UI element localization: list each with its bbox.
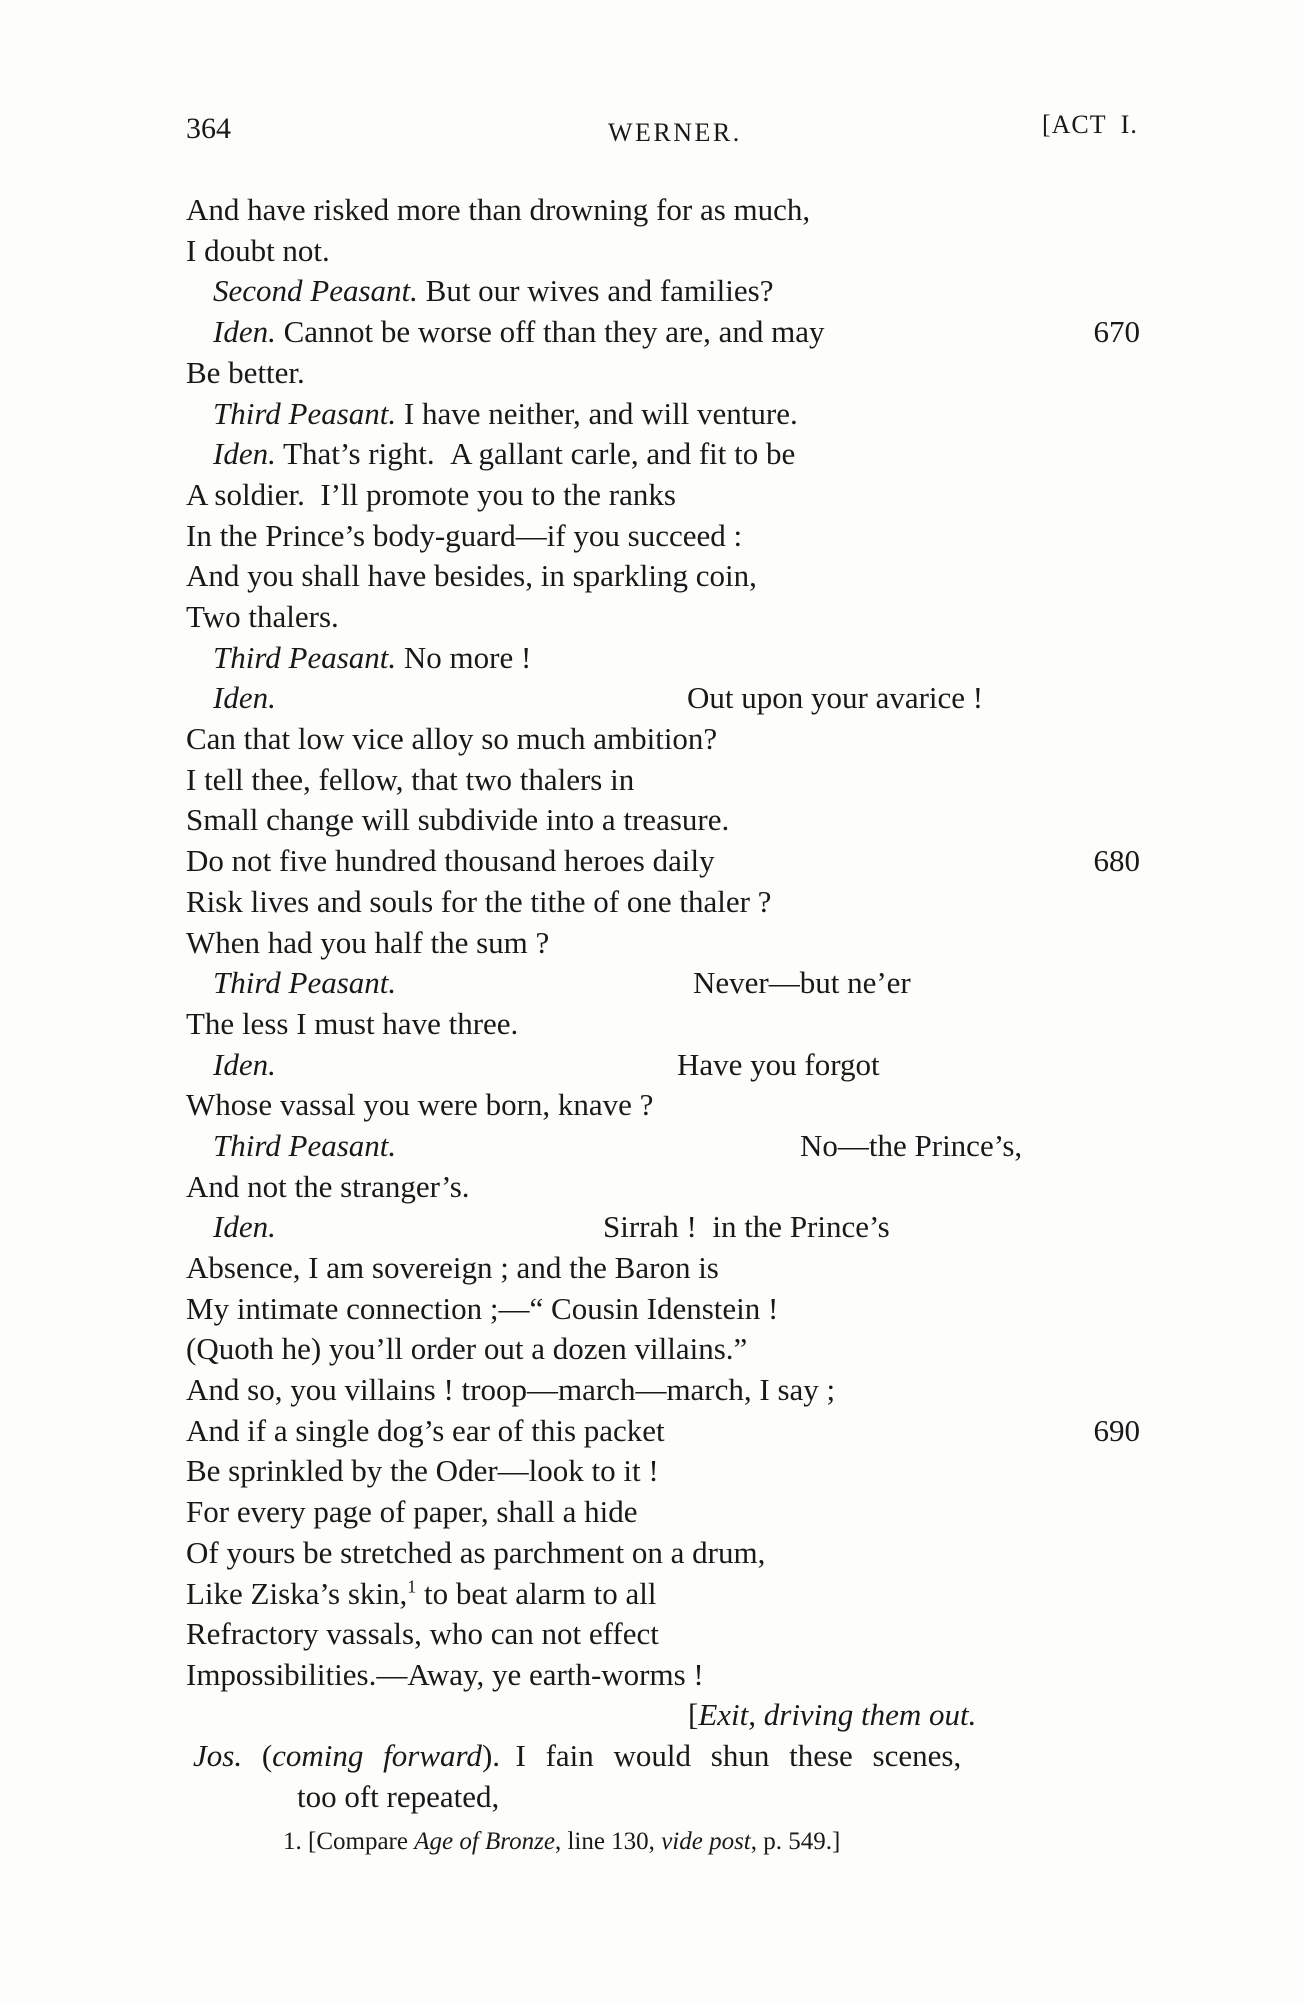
verse-line [186, 761, 1140, 800]
text-run: My intimate connection ;—“ Cousin Idenstein ! [186, 1291, 779, 1326]
text-run: Sirrah ! in the Prince’s [603, 1209, 890, 1244]
text-run: ( [242, 1738, 273, 1773]
text-run: And if a single dog’s ear of this packet [186, 1413, 665, 1448]
verse-line [213, 395, 1140, 434]
act-label: [ACT I. [1042, 110, 1138, 139]
verse-line [186, 1168, 1140, 1207]
verse-line [186, 557, 1140, 596]
italic-text: coming forward [272, 1738, 482, 1773]
verse-line-number: 690 [1093, 1413, 1140, 1448]
verse-line [186, 1452, 1140, 1491]
text-run: Impossibilities.—Away, ye earth-worms ! [186, 1657, 704, 1692]
text-run: Be better. [186, 355, 305, 390]
italic-text: Iden. [213, 1047, 276, 1082]
text-run: And you shall have besides, in sparkling coin, [186, 558, 757, 593]
text-run: Have you forgot [677, 1047, 880, 1082]
italic-text: Second Peasant. [213, 273, 418, 308]
text-run: I tell thee, fellow, that two thalers in [186, 762, 635, 797]
footnote [283, 1826, 1140, 1857]
text-run: (Quoth he) you’ll order out a dozen villains.” [186, 1331, 748, 1366]
verse-line [186, 1371, 1140, 1410]
verse-line [213, 1208, 1140, 1247]
italic-text: Iden. [213, 680, 276, 715]
italic-text: Iden. [213, 314, 276, 349]
text-run: Do not five hundred thousand heroes daily [186, 843, 715, 878]
verse-line [213, 272, 1140, 311]
footnote-reference: 1 [407, 1576, 417, 1597]
verse-line [186, 354, 1140, 393]
text-run: to beat alarm to all [416, 1576, 657, 1611]
verse-line-number: 670 [1093, 314, 1140, 349]
italic-text: Jos. [193, 1738, 243, 1773]
running-title: WERNER. [608, 118, 742, 147]
text-run: I doubt not. [186, 233, 330, 268]
text-run: And so, you villains ! troop—march—march, I say ; [186, 1372, 836, 1407]
text-run: Out upon your avarice ! [687, 680, 984, 715]
verse-line [186, 1493, 1140, 1532]
text-run: Can that low vice alloy so much ambition? [186, 721, 718, 756]
verse-line [213, 679, 1140, 718]
page-number: 364 [186, 112, 231, 145]
text-run: Absence, I am sovereign ; and the Baron is [186, 1250, 719, 1285]
text-run: [ [688, 1697, 699, 1732]
stage-direction [688, 1696, 1140, 1735]
text-run: Two thalers. [186, 599, 339, 634]
verse-line [186, 924, 1140, 963]
verse-line [186, 883, 1140, 922]
italic-text: vide post [661, 1828, 751, 1855]
text-run: Cannot be worse off than they are, and may [275, 314, 825, 349]
text-run: ). I fain would shun these scenes, [481, 1738, 962, 1773]
verse-line [186, 801, 1140, 840]
text-run: The less I must have three. [186, 1006, 519, 1041]
verse-line [186, 191, 1140, 230]
italic-text: Exit, driving them out. [698, 1697, 977, 1732]
text-run: That’s right. A gallant carle, and fit to be [275, 436, 796, 471]
verse-line [213, 1046, 1140, 1085]
text-run: In the Prince’s body-guard—if you succeed : [186, 518, 743, 553]
text-run: , p. 549.] [750, 1828, 841, 1855]
verse-line [186, 1330, 1140, 1369]
text-run: 1. [Compare [283, 1828, 415, 1855]
verse-line [186, 842, 1140, 881]
verse-line [186, 1534, 1140, 1573]
italic-text: Age of Bronze [414, 1828, 555, 1855]
verse-line [186, 517, 1140, 556]
verse-line [213, 639, 1140, 678]
text-run: Never—but ne’er [693, 965, 911, 1000]
text-run: And not the stranger’s. [186, 1169, 470, 1204]
italic-text: Iden. [213, 436, 276, 471]
verse-line [213, 1127, 1140, 1166]
italic-text: Third Peasant. [213, 965, 397, 1000]
text-run: But our wives and families? [417, 273, 774, 308]
italic-text: Iden. [213, 1209, 276, 1244]
verse-line [186, 598, 1140, 637]
text-run: Whose vassal you were born, knave ? [186, 1087, 654, 1122]
text-run: For every page of paper, shall a hide [186, 1494, 638, 1529]
verse-line [213, 435, 1140, 474]
verse-line [213, 313, 1140, 352]
text-run: A soldier. I’ll promote you to the ranks [186, 477, 676, 512]
text-run: Small change will subdivide into a treasure. [186, 802, 730, 837]
text-run: Risk lives and souls for the tithe of one thaler ? [186, 884, 772, 919]
verse-line [186, 1575, 1140, 1614]
italic-text: Third Peasant. [213, 1128, 397, 1163]
verse-line [186, 1656, 1140, 1695]
verse-line-number: 680 [1093, 843, 1140, 878]
text-run: When had you half the sum ? [186, 925, 550, 960]
italic-text: Third Peasant. [213, 396, 397, 431]
text-run: No—the Prince’s, [800, 1128, 1023, 1163]
verse-line [186, 476, 1140, 515]
text-run: Be sprinkled by the Oder—look to it ! [186, 1453, 659, 1488]
text-run: Of yours be stretched as parchment on a drum, [186, 1535, 766, 1570]
verse-line [186, 720, 1140, 759]
verse-line [186, 1249, 1140, 1288]
text-run: I have neither, and will venture. [396, 396, 798, 431]
italic-text: Third Peasant. [213, 640, 397, 675]
text-run: Like Ziska’s skin, [186, 1576, 408, 1611]
verse-line [186, 1005, 1140, 1044]
text-run: too oft repeated, [297, 1779, 500, 1814]
text-run: Refractory vassals, who can not effect [186, 1616, 659, 1651]
verse-line [213, 964, 1140, 1003]
text-run: , line 130, [554, 1828, 662, 1855]
verse-line [186, 1412, 1140, 1451]
verse-line [186, 1615, 1140, 1654]
verse-line [186, 232, 1140, 271]
verse-line [297, 1778, 1140, 1817]
verse-line [186, 1290, 1140, 1329]
text-run: No more ! [396, 640, 532, 675]
verse-line [186, 1086, 1140, 1125]
verse-line [193, 1737, 1140, 1776]
text-run: And have risked more than drowning for as much, [186, 192, 811, 227]
